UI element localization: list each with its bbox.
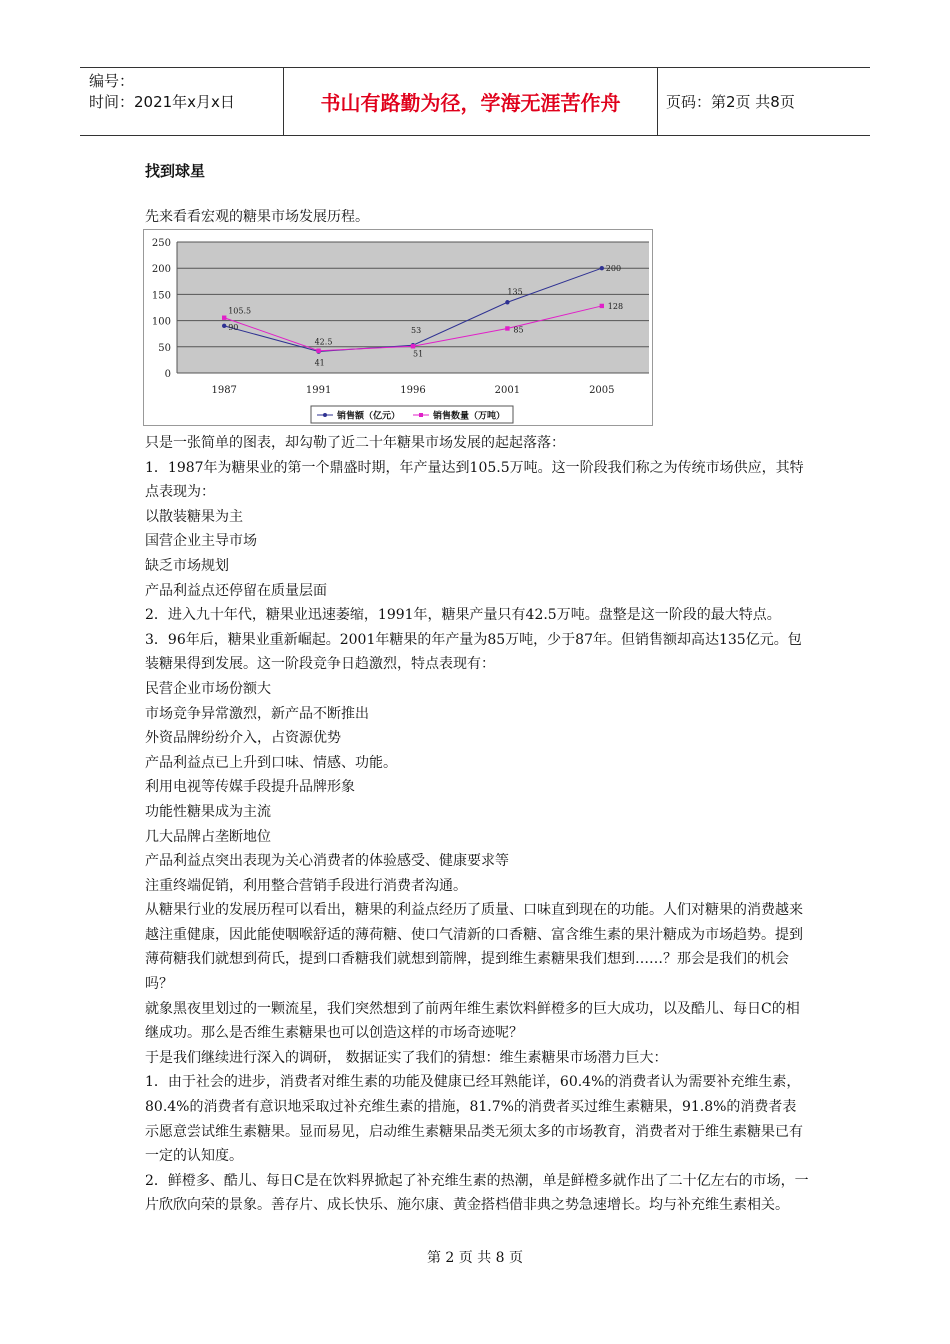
data-point — [505, 326, 509, 330]
data-label: 41 — [314, 358, 325, 368]
x-tick-label: 1996 — [400, 385, 426, 396]
data-label: 135 — [507, 287, 523, 297]
paragraph: 于是我们继续进行深入的调研， 数据证实了我们的猜想：维生素糖果市场潜力巨大： — [145, 1049, 668, 1066]
y-tick-label: 200 — [151, 264, 171, 276]
body-text — [145, 431, 810, 1218]
paragraph: 2．进入九十年代，糖果业迅速萎缩，1991年，糖果产量只有42.5万吨。盘整是这一阶段的最大特点。 — [145, 607, 781, 624]
paragraph: 民营企业市场份额大 — [145, 680, 271, 697]
x-tick-label: 2001 — [494, 385, 521, 396]
x-tick-label: 1991 — [305, 385, 332, 396]
y-tick-label: 0 — [164, 369, 171, 380]
data-label: 42.5 — [314, 337, 333, 347]
header-motto: 书山有路勤为径，学海无涯苦作舟 — [283, 68, 658, 135]
paragraph: 产品利益点还停留在质量层面 — [145, 582, 327, 599]
paragraph: 外资品牌纷纷介入，占资源优势 — [145, 730, 341, 747]
intro-text: 先来看看宏观的糖果市场发展历程。 — [145, 209, 369, 225]
legend-marker — [419, 413, 423, 417]
paragraph: 利用电视等传媒手段提升品牌形象 — [145, 779, 355, 796]
y-tick-label: 100 — [151, 316, 171, 328]
paragraph: 1．1987年为糖果业的第一个鼎盛时期，年产量达到105.5万吨。这一阶段我们称之为传统市场供应，其特点表现为： — [145, 459, 804, 501]
paragraph: 几大品牌占垄断地位 — [145, 828, 271, 845]
data-point — [411, 344, 415, 348]
paragraph: 2．鲜橙多、酷儿、每日C是在饮料界掀起了补充维生素的热潮，单是鲜橙多就作出了二十亿左右的市场，一片欣欣向荣的景象。善存片、成长快乐、施尔康、黄金搭档借非典之势急速增长。均与补充维生素相关。 — [145, 1172, 809, 1214]
paragraph: 从糖果行业的发展历程可以看出，糖果的利益点经历了质量、口味直到现在的功能。人们对糖果的消费越来越注重健康，因此能使咽喉舒适的薄荷糖、使口气清新的口香糖、富含维生素的果汁糖成为市场趋势。提到薄荷糖我们就想到荷氏，提到口香糖我们就想到箭牌，提到维生素糖果我们想到……？那会是我们的机会吗？ — [145, 902, 803, 993]
paragraph: 1．由于社会的进步，消费者对维生素的功能及健康已经耳熟能详，60.4%的消费者认为需要补充维生素，80.4%的消费者有意识地采取过补充维生素的措施，81.7%的消费者买过维生素糖果，91.8%的消费者表示愿意尝试维生素糖果。显而易见，启动维生素糖果品类无须太多的市场教育，消费者对于维生素糖果已有一定的认知度。 — [145, 1074, 803, 1165]
number-label: 编号： — [89, 72, 135, 90]
paragraph: 就象黑夜里划过的一颗流星，我们突然想到了前两年维生素饮料鲜橙多的巨大成功，以及酷儿、每日C的相继成功。那么是否维生素糖果也可以创造这样的市场奇迹呢？ — [145, 1000, 800, 1042]
x-tick-label: 2005 — [589, 385, 615, 396]
paragraph: 产品利益点已上升到口味、情感、功能。 — [145, 754, 397, 771]
section-title: 找到球星 — [145, 162, 206, 180]
header-meta — [80, 68, 283, 135]
data-point — [222, 316, 226, 320]
paragraph: 功能性糖果成为主流 — [145, 803, 271, 820]
legend-label: 销售额（亿元） — [337, 411, 401, 422]
data-point — [600, 304, 604, 308]
data-point — [222, 324, 226, 328]
y-tick-label: 250 — [151, 238, 171, 249]
data-label: 53 — [411, 326, 422, 336]
data-label: 200 — [605, 264, 622, 274]
paragraph: 缺乏市场规划 — [145, 557, 229, 574]
paragraph: 3．96年后，糖果业重新崛起。2001年糖果的年产量为85万吨，少于87年。但销售额却高达135亿元。包装糖果得到发展。这一阶段竞争日趋激烈，特点表现有： — [145, 631, 802, 673]
legend-label: 销售数量（万吨） — [433, 411, 506, 422]
data-point — [600, 266, 604, 270]
paragraph: 产品利益点突出表现为关心消费者的体验感受、健康要求等 — [145, 853, 509, 870]
y-tick-label: 150 — [151, 290, 171, 302]
sales-chart — [143, 229, 653, 426]
data-point — [316, 349, 320, 353]
data-label: 85 — [513, 325, 524, 335]
data-point — [505, 300, 509, 304]
y-tick-label: 50 — [158, 342, 171, 354]
legend-marker — [323, 413, 327, 417]
paragraph: 只是一张简单的图表，却勾勒了近二十年糖果市场发展的起起落落： — [145, 435, 565, 451]
paragraph: 市场竞争异常激烈，新产品不断推出 — [145, 705, 369, 722]
data-label: 51 — [413, 349, 424, 359]
data-label: 105.5 — [228, 306, 252, 316]
paragraph: 以散装糖果为主 — [145, 508, 243, 525]
data-label: 128 — [607, 301, 624, 311]
page-footer: 第 2 页 共 8 页 — [426, 1250, 524, 1266]
x-tick-label: 1987 — [211, 385, 237, 396]
date-line: 时间：2021年x月x日 — [89, 93, 235, 111]
paragraph: 国营企业主导市场 — [145, 533, 257, 550]
chart-svg — [143, 229, 653, 426]
page-header — [80, 67, 870, 136]
data-label: 90 — [228, 322, 239, 332]
paragraph: 注重终端促销，利用整合营销手段进行消费者沟通。 — [145, 877, 467, 894]
header-page-code: 页码：第2页 共8页 — [666, 93, 795, 111]
